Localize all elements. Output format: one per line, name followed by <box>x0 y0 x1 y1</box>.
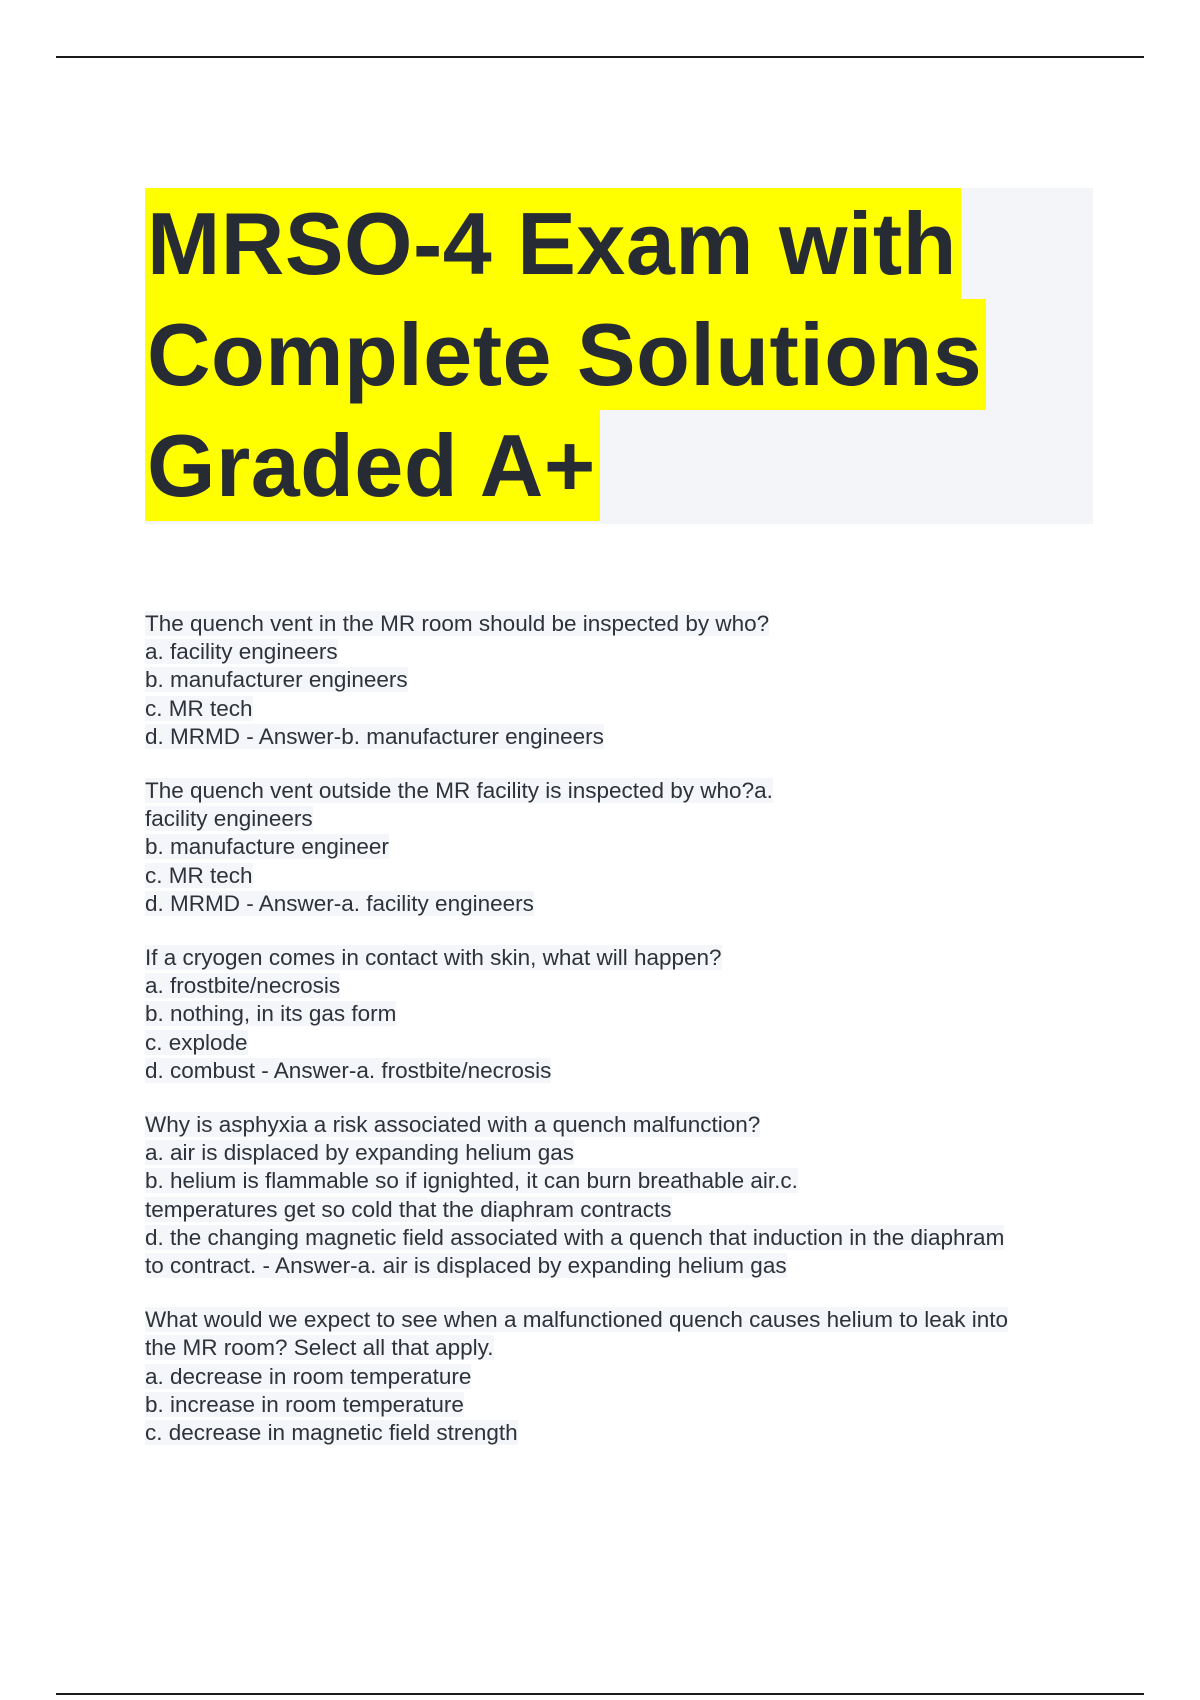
answer-option: d. MRMD - Answer-a. facility engineers <box>145 890 534 916</box>
question-text: If a cryogen comes in contact with skin, what will happen? <box>145 945 722 971</box>
answer-option: a. facility engineers <box>145 639 338 665</box>
question-item <box>145 1306 1085 1447</box>
answer-option: d. the changing magnetic field associated with a quench that induction in the diaphram <box>145 1224 1005 1250</box>
question-item <box>145 1111 1085 1280</box>
answer-option: d. MRMD - Answer-b. manufacturer engineers <box>145 723 604 749</box>
answer-option: a. decrease in room temperature <box>145 1363 472 1389</box>
footer-rule <box>56 1693 1144 1695</box>
question-item <box>145 777 1085 918</box>
question-text: The quench vent outside the MR facility is inspected by who?a. <box>145 778 773 804</box>
title-line: Graded A+ <box>145 410 600 521</box>
question-text: the MR room? Select all that apply. <box>145 1335 494 1361</box>
answer-option: b. increase in room temperature <box>145 1391 464 1417</box>
answer-option: to contract. - Answer-a. air is displaced by expanding helium gas <box>145 1253 787 1279</box>
question-text: The quench vent in the MR room should be inspected by who? <box>145 611 770 636</box>
answer-option: c. decrease in magnetic field strength <box>145 1420 518 1446</box>
title-block <box>145 188 1093 524</box>
title-line: Complete Solutions <box>145 299 986 410</box>
answer-option: facility engineers <box>145 806 313 832</box>
question-item <box>145 944 1085 1085</box>
page-title <box>145 188 1093 521</box>
question-text: What would we expect to see when a malfunctioned quench causes helium to leak into <box>145 1307 1009 1333</box>
header-rule <box>56 56 1144 58</box>
answer-option: c. MR tech <box>145 862 253 888</box>
question-text: Why is asphyxia a risk associated with a quench malfunction? <box>145 1112 761 1138</box>
answer-option: c. MR tech <box>145 695 253 721</box>
answer-option: b. manufacture engineer <box>145 834 389 860</box>
answer-option: b. helium is flammable so if ignighted, it can burn breathable air.c. <box>145 1168 798 1194</box>
answer-option: b. manufacturer engineers <box>145 667 408 693</box>
answer-option: c. explode <box>145 1029 248 1055</box>
question-item <box>145 610 1085 751</box>
answer-option: b. nothing, in its gas form <box>145 1001 397 1027</box>
answer-option: temperatures get so cold that the diaphram contracts <box>145 1196 672 1222</box>
title-line: MRSO-4 Exam with <box>145 188 961 299</box>
answer-option: a. frostbite/necrosis <box>145 973 341 999</box>
answer-option: d. combust - Answer-a. frostbite/necrosis <box>145 1057 552 1083</box>
answer-option: a. air is displaced by expanding helium gas <box>145 1140 575 1166</box>
question-list <box>145 610 1085 1473</box>
